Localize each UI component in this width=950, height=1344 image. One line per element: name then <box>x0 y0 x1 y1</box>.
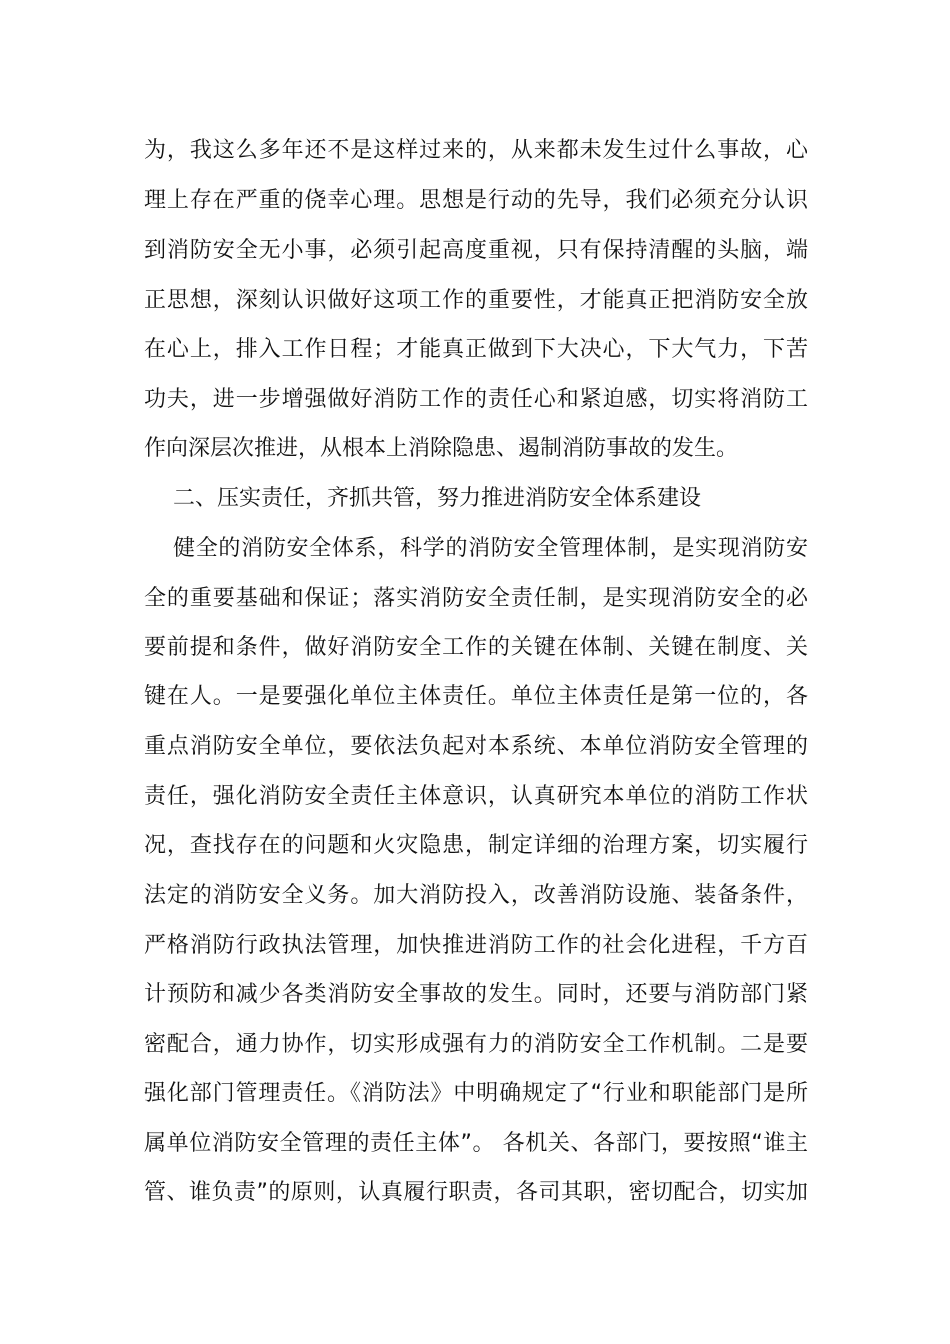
paragraph-line-16: 法定的消防安全义务。加大消防投入，改善消防设施、装备条件， <box>144 883 808 908</box>
paragraph-line-5: 在心上，排入工作日程；才能真正做到下大决心，下大气力，下苦 <box>144 337 808 362</box>
paragraph-line-9: 健全的消防安全体系，科学的消防安全管理体制，是实现消防安 <box>173 536 808 561</box>
paragraph-line-14: 责任，强化消防安全责任主体意识，认真研究本单位的消防工作状 <box>144 784 808 809</box>
paragraph-line-11: 要前提和条件，做好消防安全工作的关键在体制、关键在制度、关 <box>144 635 808 660</box>
paragraph-line-19: 密配合，通力协作，切实形成强有力的消防安全工作机制。二是要 <box>144 1032 808 1057</box>
paragraph-line-10: 全的重要基础和保证；落实消防安全责任制，是实现消防安全的必 <box>144 586 808 611</box>
section-heading: 二、压实责任，齐抓共管，努力推进消防安全体系建设 <box>173 486 702 511</box>
paragraph-line-17: 严格消防行政执法管理，加快推进消防工作的社会化进程，千方百 <box>144 933 808 958</box>
paragraph-line-22: 管、谁负责”的原则，认真履行职责，各司其职，密切配合，切实加 <box>144 1180 808 1205</box>
paragraph-line-3: 到消防安全无小事，必须引起高度重视，只有保持清醒的头脑，端 <box>144 238 808 263</box>
paragraph-line-18: 计预防和减少各类消防安全事故的发生。同时，还要与消防部门紧 <box>144 982 808 1007</box>
paragraph-line-4: 正思想，深刻认识做好这项工作的重要性，才能真正把消防安全放 <box>144 288 808 313</box>
paragraph-line-7: 作向深层次推进，从根本上消除隐患、遏制消防事故的发生。 <box>144 436 739 461</box>
paragraph-line-20: 强化部门管理责任。《消防法》中明确规定了“行业和职能部门是所 <box>144 1081 808 1106</box>
paragraph-line-6: 功夫，进一步增强做好消防工作的责任心和紧迫感，切实将消防工 <box>144 387 808 412</box>
paragraph-line-15: 况，查找存在的问题和火灾隐患，制定详细的治理方案，切实履行 <box>144 833 808 858</box>
paragraph-line-2: 理上存在严重的侥幸心理。思想是行动的先导，我们必须充分认识 <box>144 188 808 213</box>
paragraph-line-21: 属单位消防安全管理的责任主体”。 各机关、各部门，要按照“谁主 <box>144 1131 808 1156</box>
paragraph-line-12: 键在人。一是要强化单位主体责任。单位主体责任是第一位的，各 <box>144 684 808 709</box>
paragraph-line-1: 为，我这么多年还不是这样过来的，从来都未发生过什么事故，心 <box>144 138 808 163</box>
paragraph-line-13: 重点消防安全单位，要依法负起对本系统、本单位消防安全管理的 <box>144 734 808 759</box>
